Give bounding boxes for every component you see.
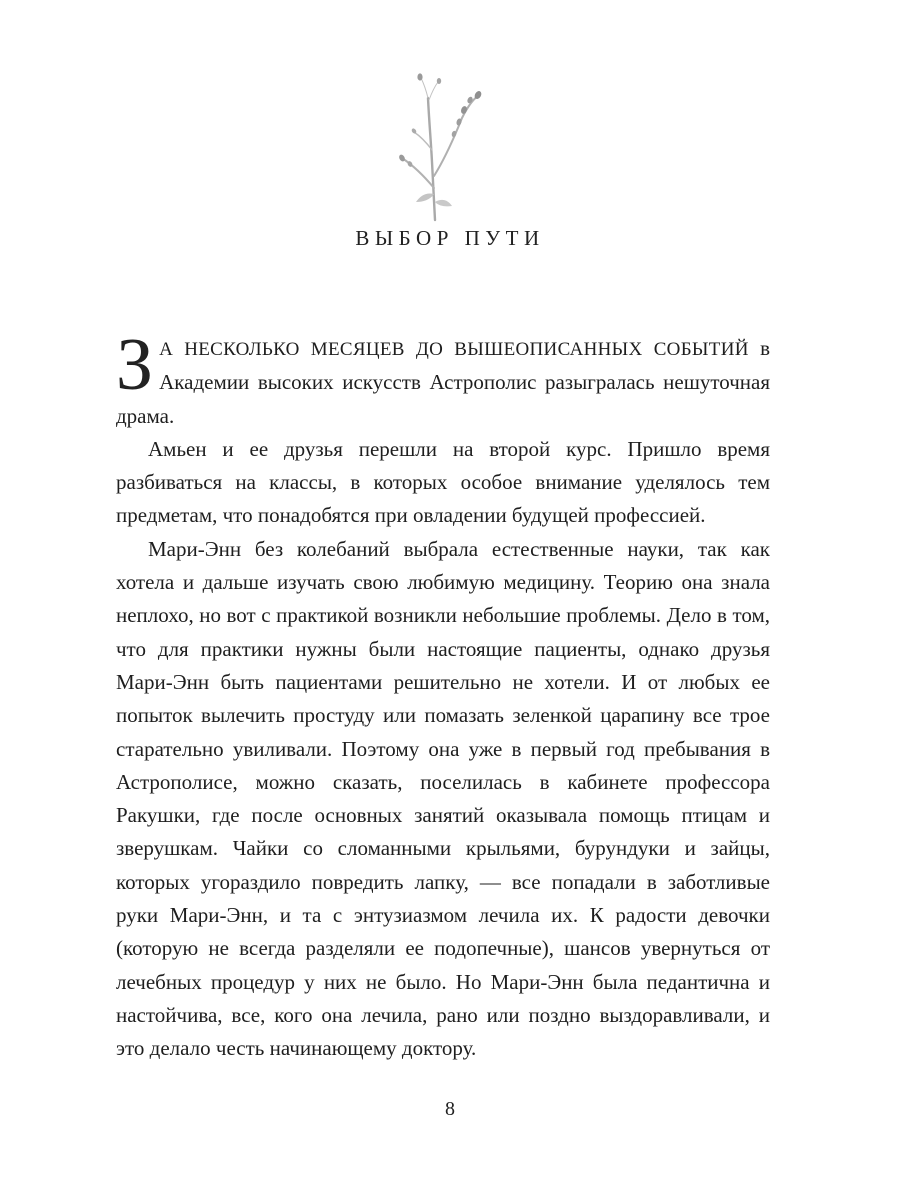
- page-number: 8: [445, 1098, 455, 1120]
- paragraph-3: Мари-Энн без колебаний выбрала естественные науки, так как хотела и дальше изучать свою любимую медицину. Теорию она знала неплохо, но вот с практикой возникли небольшие проблемы. Дело в том, что для практики нужны были настоящие пациенты, однако друзья Мари-Энн быть пациентами решительно не хотели. И от любых ее попыток вылечить простуду или помазать зеленкой царапину все трое старательно увиливали. Поэтому она уже в первый год пребывания в Астрополисе, можно сказать, поселилась в кабинете профессора Ракушки, где после основных занятий оказывала помощь птицам и зверушкам. Чайки со сломанными крыльями, бурундуки и зайцы, которых угораздило повредить лапку, — все попадали в заботливые руки Мари-Энн, и та с энтузиазмом лечила их. К радости девочки (которую не всегда разделяли ее подопечные), шансов увернуться от лечебных процедур у них не было. Но Мари-Энн была педантична и настойчива, все, кого она лечила, рано или поздно выздоравливали, и это делало честь начинающему доктору.: [116, 536, 770, 1061]
- lead-caps: А НЕСКОЛЬКО МЕСЯЦЕВ ДО ВЫШЕОПИСАННЫХ СОБЫТИЙ: [159, 339, 749, 360]
- paragraph-1: [116, 324, 770, 433]
- drop-cap: З: [116, 324, 154, 406]
- first-paragraph-rest: в Академии высоких искусств Астрополис разыгралась нешуточная драма.: [116, 336, 770, 428]
- chapter-title: ВЫБОР ПУТИ: [355, 226, 545, 250]
- flower-sprig-icon: [388, 70, 498, 222]
- chapter-text: [116, 324, 770, 1066]
- paragraph-2: Амьен и ее друзья перешли на второй курс. Пришло время разбиваться на классы, в которых особое внимание уделялось тем предметам, что понадобятся при овладении будущей профессией.: [116, 436, 770, 528]
